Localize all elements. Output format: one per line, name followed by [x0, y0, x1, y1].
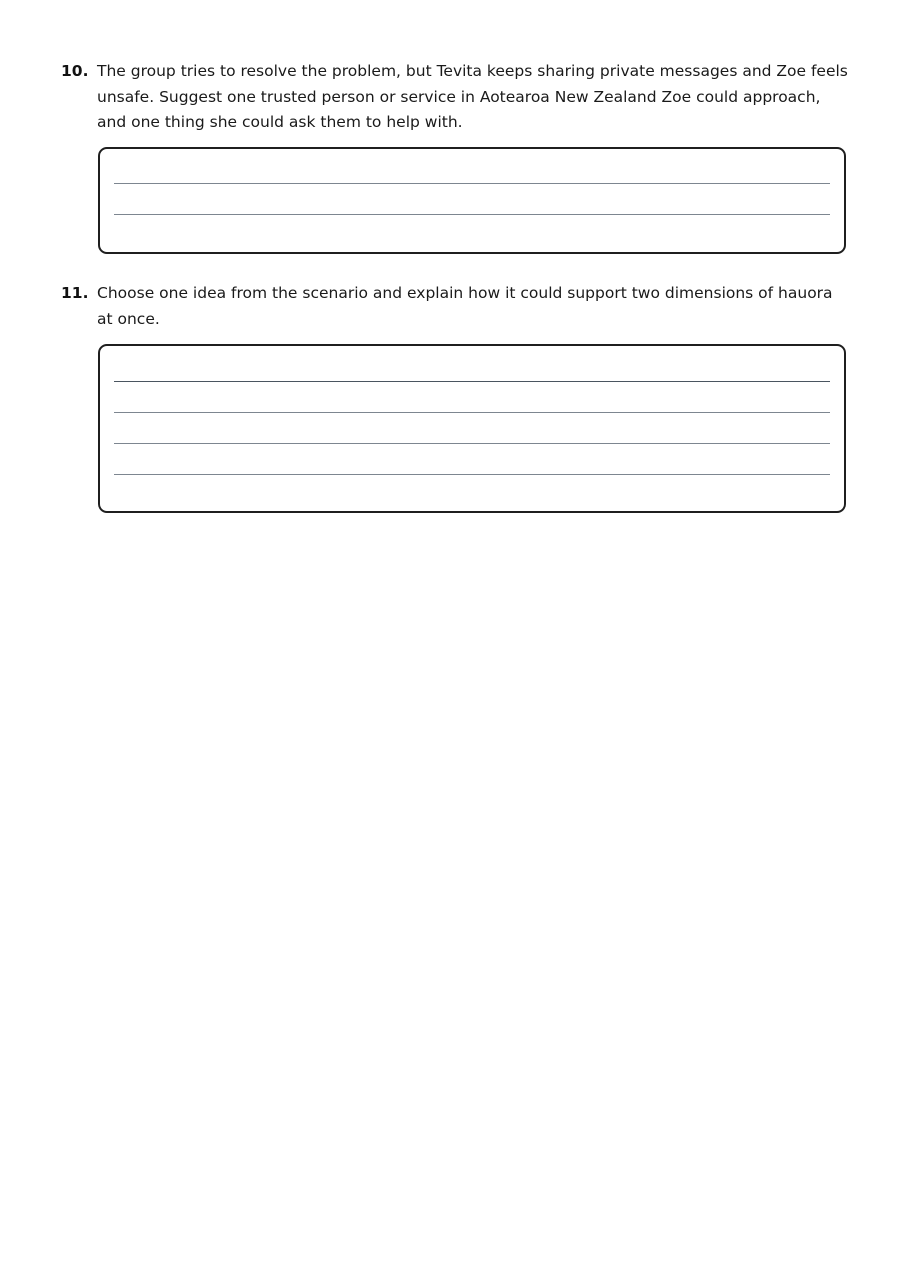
answer-line — [114, 214, 830, 215]
question-number: 10. — [61, 62, 89, 80]
answer-line — [114, 183, 830, 184]
answer-box-10[interactable] — [98, 147, 846, 254]
answer-line — [114, 474, 830, 475]
question-text: The group tries to resolve the problem, but Tevita keeps sharing private messages and Zoe feels unsafe. Suggest one trusted person or service in Aotearoa New Zealand Zoe could approach, and one thing she could ask them to help with. — [97, 62, 848, 131]
question-number: 11. — [61, 284, 89, 302]
answer-box-11[interactable] — [98, 344, 846, 513]
question-text: Choose one idea from the scenario and explain how it could support two dimensions of hauora at once. — [97, 284, 833, 328]
answer-line — [114, 381, 830, 382]
answer-line — [114, 412, 830, 413]
answer-line — [114, 443, 830, 444]
